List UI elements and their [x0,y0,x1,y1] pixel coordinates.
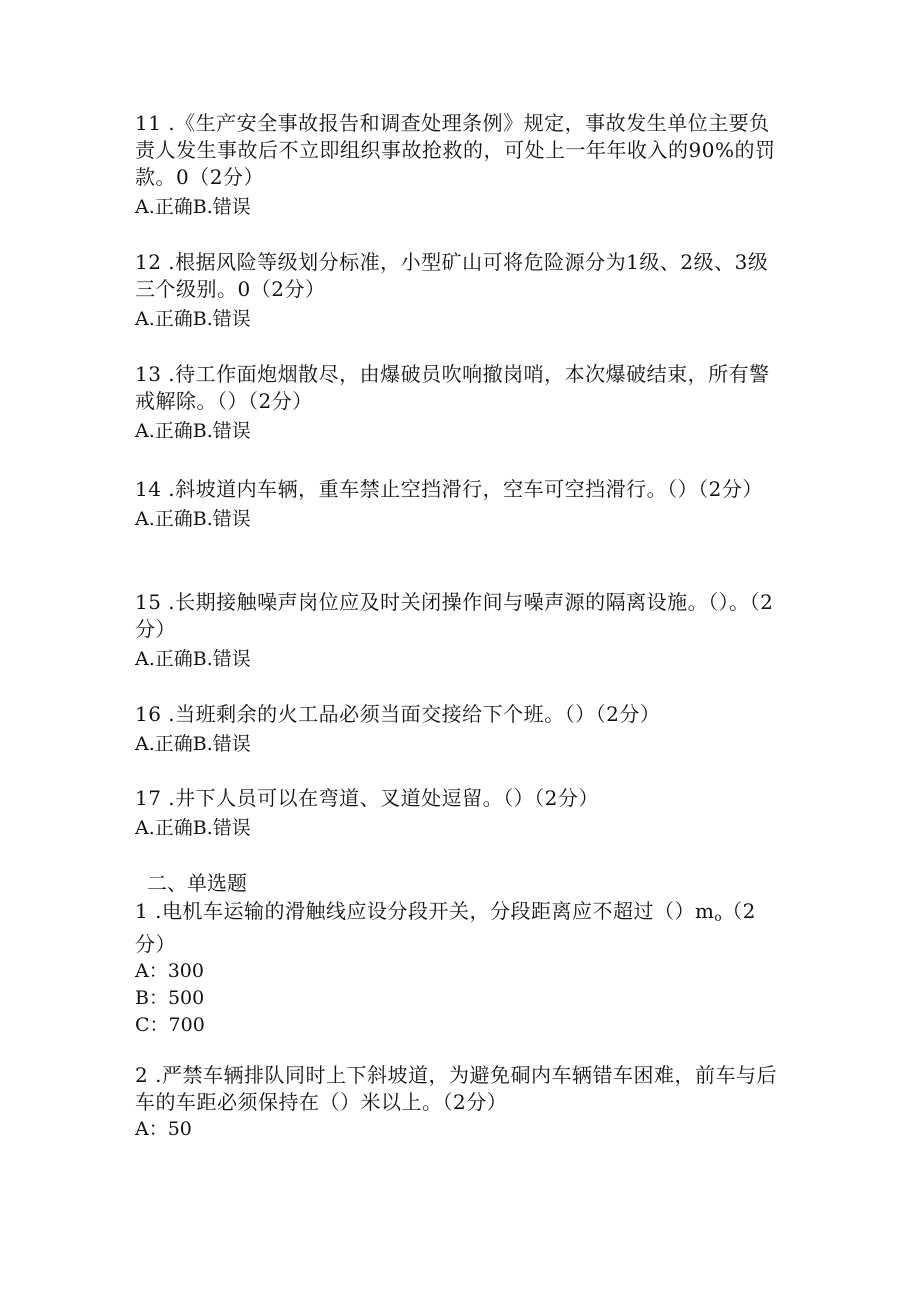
question-17 [135,785,785,842]
question-11 [135,110,785,221]
option-a: A：300 [135,960,204,982]
option-c: C：700 [135,1014,205,1036]
question-text: 15 .长期接触噪声岗位应及时关闭操作间与噪声源的隔离设施。（）。（2分） [135,590,774,641]
section-title: 二、单选题 [147,871,247,895]
question-text: 13 .待工作面炮烟散尽，由爆破员吹响撤岗哨，本次爆破结束，所有警戒解除。（）（2分） [135,362,770,413]
option-a: A：50 [135,1118,192,1140]
question-text: 11 .《生产安全事故报告和调查处理条例》规定，事故发生单位主要负责人发生事故后不立即组织事故抢救的，可处上一年年收入的90%的罚款。0（2分） [135,111,776,189]
answer-choices: A.正确B.错误 [135,508,251,530]
answer-choices: A.正确B.错误 [135,308,251,330]
question-13 [135,361,785,445]
question-text [135,898,785,958]
question-16 [135,701,785,758]
question-12 [135,249,785,333]
answer-choices: A.正确B.错误 [135,648,251,670]
question-14 [135,476,785,533]
question-text: 14 .斜坡道内车辆，重车禁止空挡滑行，空车可空挡滑行。（）（2分） [135,477,763,501]
answer-choices: A.正确B.错误 [135,420,251,442]
answer-choices: A.正确B.错误 [135,196,251,218]
question-15 [135,589,785,673]
single-choice-1 [135,898,785,1039]
subscript-mark: o [714,910,723,924]
question-text: 2 .严禁车辆排队同时上下斜坡道，为避免硐内车辆错车困难，前车与后车的车距必须保持在（）米以上。（2分） [135,1063,777,1114]
question-text: 17 .井下人员可以在弯道、叉道处逗留。（）（2分） [135,786,599,810]
question-text: 16 .当班剩余的火工品必须当面交接给下个班。（）（2分） [135,702,661,726]
answer-choices: A.正确B.错误 [135,733,251,755]
question-text-main: 1 .电机车运输的滑触线应设分段开关，分段距离应不超过（）m [135,899,715,923]
answer-choices: A.正确B.错误 [135,817,251,839]
option-b: B：500 [135,987,205,1009]
question-text: 12 .根据风险等级划分标准，小型矿山可将危险源分为1级、2级、3级三个级别。0（2分） [135,250,769,301]
single-choice-2 [135,1062,785,1143]
question-score: （2分） [135,899,756,956]
